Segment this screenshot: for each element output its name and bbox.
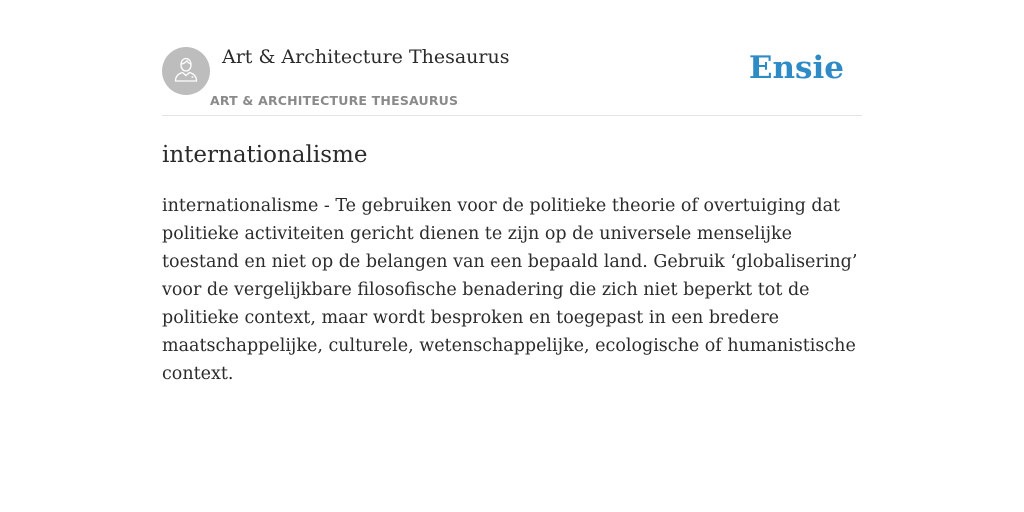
user-placeholder-icon: [171, 54, 201, 88]
avatar[interactable]: [162, 47, 210, 95]
brand-logo[interactable]: Ensie: [748, 50, 844, 86]
author-source[interactable]: ART & ARCHITECTURE THESAURUS: [210, 93, 459, 108]
entry-card: [162, 40, 862, 388]
entry-title: internationalisme: [162, 142, 368, 168]
author-name[interactable]: Art & Architecture Thesaurus: [222, 46, 510, 68]
entry-definition: internationalisme - Te gebruiken voor de politieke theorie of overtuiging dat politieke activiteiten gericht dienen te zijn op de universele menselijke toestand en niet op de belangen van een bepaald land. Gebruik ‘globalisering’ voor de vergelijkbare filosofische benadering die zich niet beperkt tot de politieke context, maar wordt besproken en toegepast in een bredere maatschappelijke, culturele, wetenschappelijke, ecologische of humanistische context.: [162, 196, 858, 384]
entry-header: [162, 40, 862, 116]
